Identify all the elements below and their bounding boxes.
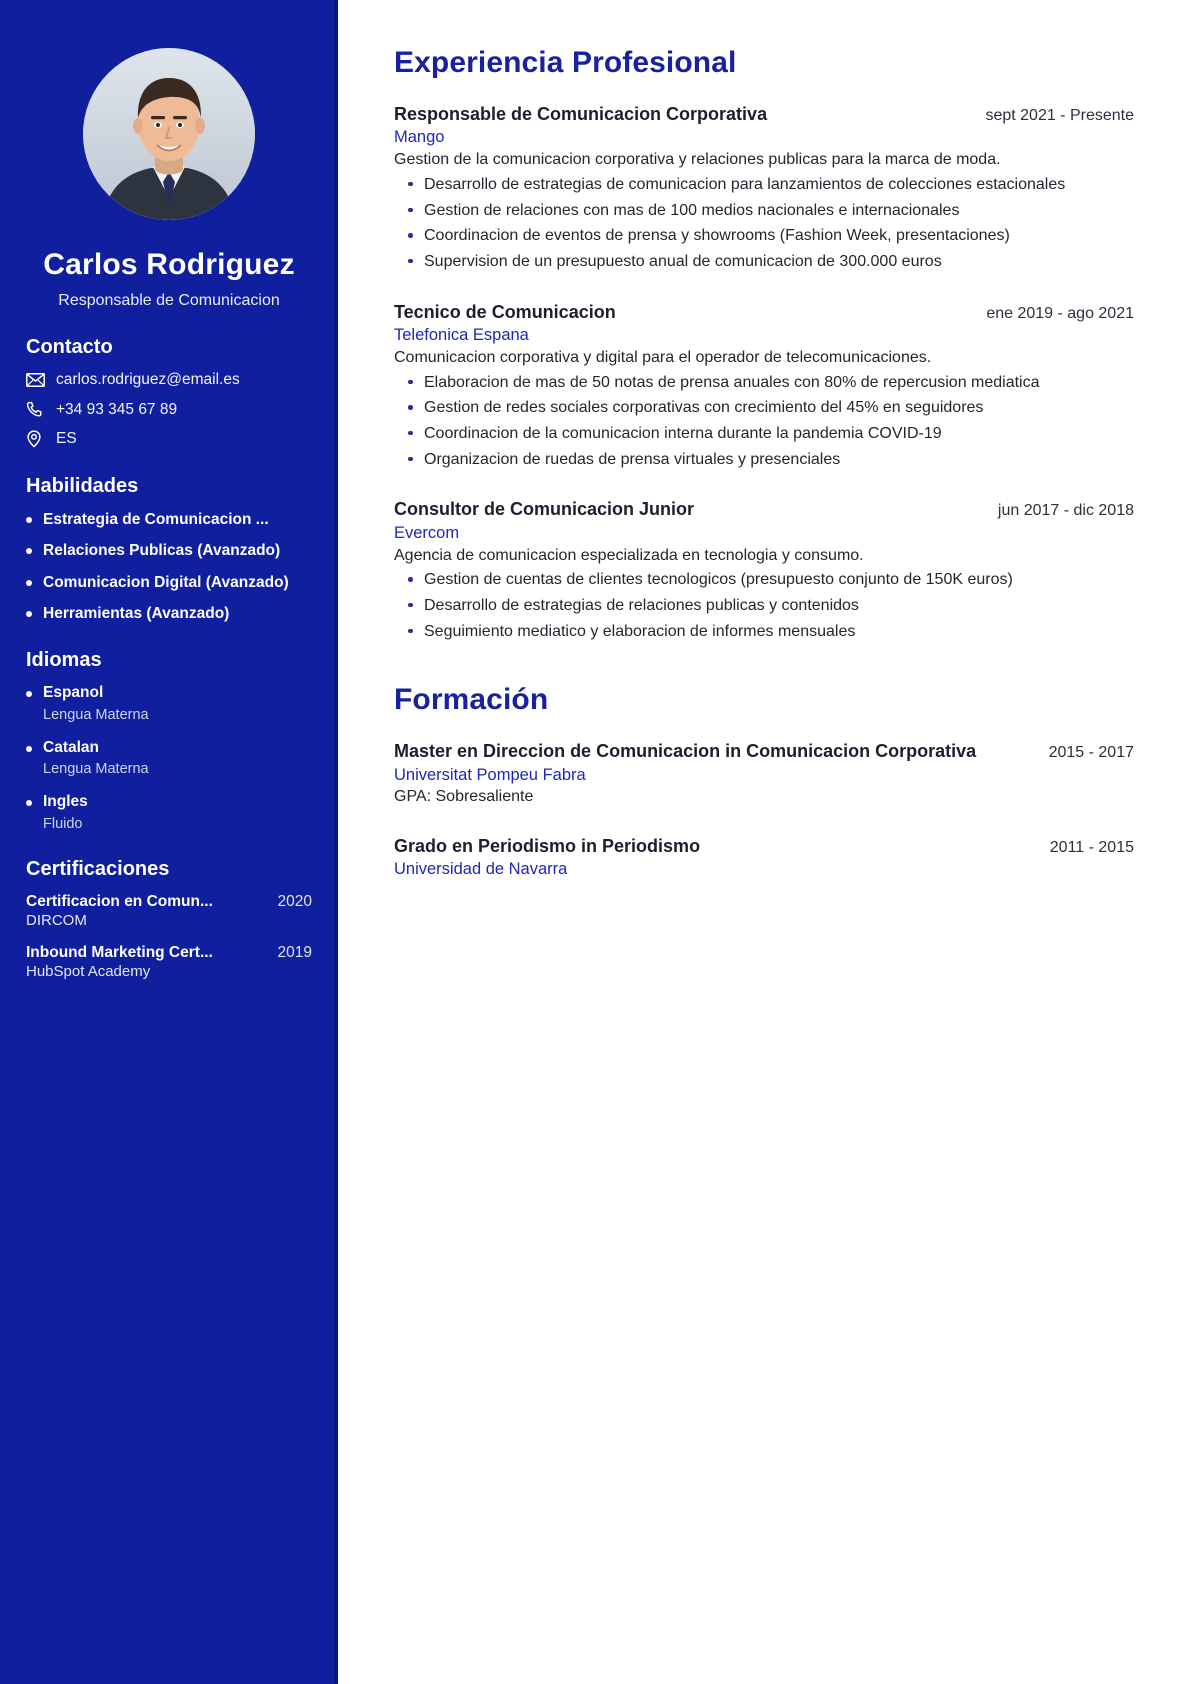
- job-company: Mango: [394, 128, 445, 147]
- list-item: [26, 944, 312, 980]
- list-item: [26, 893, 312, 929]
- contact-location: [26, 430, 312, 449]
- skill-label: Relaciones Publicas (Avanzado): [43, 542, 281, 560]
- experience-entry-header: [394, 102, 1134, 126]
- certifications-list: [26, 893, 312, 980]
- list-item: Organizacion de ruedas de prensa virtuales y presenciales: [394, 449, 1114, 472]
- list-item: [26, 739, 312, 778]
- experience-entry: [394, 300, 1134, 472]
- bullet-dot-icon: [26, 691, 32, 697]
- experience-entry-header: [394, 497, 1134, 521]
- languages-heading: Idiomas: [26, 649, 102, 672]
- list-item: Coordinacion de eventos de prensa y showrooms (Fashion Week, presentaciones): [394, 225, 1114, 248]
- experience-entry: [394, 102, 1134, 274]
- language-level: Lengua Materna: [43, 761, 149, 778]
- certifications-heading: Certificaciones: [26, 858, 170, 881]
- skills-heading: Habilidades: [26, 474, 139, 497]
- certification-issuer: DIRCOM: [26, 912, 87, 930]
- job-date: jun 2017 - dic 2018: [997, 502, 1134, 520]
- skill-label: Estrategia de Comunicacion ...: [43, 510, 269, 528]
- degree-title: Grado en Periodismo in Periodismo: [394, 835, 701, 856]
- contact-heading: Contacto: [26, 336, 113, 358]
- job-company: Telefonica Espana: [394, 325, 529, 344]
- bullet-dot-icon: [26, 746, 32, 752]
- degree-gpa: GPA: Sobresaliente: [394, 787, 534, 805]
- map-pin-icon: [26, 430, 48, 448]
- experience-heading: Experiencia Profesional: [394, 46, 737, 79]
- language-name-row: [26, 684, 312, 703]
- job-bullets: [394, 569, 1134, 643]
- language-level: Fluido: [43, 816, 83, 833]
- job-bullets: [394, 174, 1134, 274]
- language-name: Ingles: [43, 793, 88, 811]
- contact-section: [0, 336, 338, 449]
- bullet-dot-icon: [26, 611, 32, 617]
- list-item: Desarrollo de estrategias de relaciones publicas y contenidos: [394, 595, 1114, 618]
- language-name-row: [26, 793, 312, 812]
- job-title: Tecnico de Comunicacion: [394, 301, 616, 322]
- contact-phone[interactable]: [26, 401, 312, 420]
- degree-date: 2015 - 2017: [1048, 744, 1134, 762]
- contact-phone-text: +34 93 345 67 89: [56, 400, 178, 418]
- list-item: Gestion de relaciones con mas de 100 medios nacionales e internacionales: [394, 200, 1114, 223]
- list-item: Gestion de cuentas de clientes tecnologicos (presupuesto conjunto de 150K euros): [394, 569, 1114, 592]
- profile-photo-illustration: [83, 48, 255, 220]
- certification-header: [26, 944, 312, 962]
- languages-list: [26, 684, 312, 832]
- list-item: Elaboracion de mas de 50 notas de prensa anuales con 80% de repercusion mediatica: [394, 372, 1114, 395]
- skills-section: [0, 475, 338, 624]
- job-description: Gestion de la comunicacion corporativa y relaciones publicas para la marca de moda.: [394, 151, 1001, 169]
- envelope-icon: [26, 371, 48, 389]
- list-item: [26, 793, 312, 832]
- bullet-dot-icon: [26, 517, 32, 523]
- person-name: Carlos Rodriguez: [43, 248, 295, 281]
- skill-label: Comunicacion Digital (Avanzado): [43, 573, 289, 591]
- sidebar-divider: [334, 0, 338, 1684]
- bullet-dot-icon: [26, 800, 32, 806]
- school-name: Universidad de Navarra: [394, 860, 568, 878]
- certification-name: Certificacion en Comun...: [26, 893, 213, 911]
- bullet-dot-icon: [26, 580, 32, 586]
- contact-email-text: carlos.rodriguez@email.es: [56, 371, 240, 388]
- degree-title: Master en Direccion de Comunicacion in Comunicacion Corporativa: [394, 741, 977, 762]
- person-title: Responsable de Comunicacion: [58, 292, 280, 309]
- bullet-dot-icon: [26, 548, 32, 554]
- job-title: Consultor de Comunicacion Junior: [394, 499, 695, 520]
- job-title: Responsable de Comunicacion Corporativa: [394, 104, 768, 124]
- job-company: Evercom: [394, 523, 460, 542]
- languages-section: [0, 649, 338, 832]
- certifications-section: [0, 858, 338, 980]
- job-date: ene 2019 - ago 2021: [986, 304, 1134, 322]
- sidebar: [0, 0, 338, 1684]
- list-item: Seguimiento mediatico y elaboracion de informes mensuales: [394, 621, 1114, 644]
- list-item: Supervision de un presupuesto anual de comunicacion de 300.000 euros: [394, 251, 1114, 274]
- education-entry: [394, 739, 1134, 808]
- avatar: [83, 48, 255, 220]
- list-item: Desarrollo de estrategias de comunicacion para lanzamientos de colecciones estacionales: [394, 174, 1114, 197]
- contact-location-text: ES: [56, 430, 77, 448]
- certification-year: 2020: [277, 893, 312, 911]
- certification-name: Inbound Marketing Cert...: [26, 944, 213, 962]
- language-level: Lengua Materna: [43, 706, 149, 723]
- language-name: Espanol: [43, 684, 104, 702]
- skills-list: [26, 510, 312, 624]
- certification-year: 2019: [277, 944, 312, 962]
- job-date: sept 2021 - Presente: [985, 107, 1134, 124]
- education-heading: Formación: [394, 683, 549, 717]
- school-name: Universitat Pompeu Fabra: [394, 765, 586, 784]
- list-item: [26, 510, 312, 529]
- certification-issuer: HubSpot Academy: [26, 963, 151, 981]
- list-item: Coordinacion de la comunicacion interna durante la pandemia COVID-19: [394, 423, 1114, 446]
- language-name: Catalan: [43, 738, 99, 756]
- list-item: [26, 604, 312, 623]
- experience-entry-header: [394, 300, 1134, 324]
- list-item: [26, 541, 312, 560]
- list-item: [26, 573, 312, 592]
- certification-header: [26, 893, 312, 911]
- job-description: Comunicacion corporativa y digital para el operador de telecomunicaciones.: [394, 348, 932, 366]
- list-item: Gestion de redes sociales corporativas con crecimiento del 45% en seguidores: [394, 397, 1114, 420]
- language-name-row: [26, 739, 312, 758]
- main-content: [338, 0, 1190, 1684]
- phone-icon: [26, 401, 48, 419]
- contact-email[interactable]: [26, 371, 312, 390]
- education-entry-header: [394, 834, 1134, 858]
- skill-label: Herramientas (Avanzado): [43, 604, 230, 622]
- degree-date: 2011 - 2015: [1049, 838, 1134, 856]
- education-entry: [394, 834, 1134, 879]
- job-bullets: [394, 372, 1134, 472]
- avatar-wrapper: [0, 0, 338, 220]
- experience-entry: [394, 497, 1134, 643]
- list-item: [26, 684, 312, 723]
- education-entry-header: [394, 739, 1134, 763]
- job-description: Agencia de comunicacion especializada en tecnologia y consumo.: [394, 546, 864, 564]
